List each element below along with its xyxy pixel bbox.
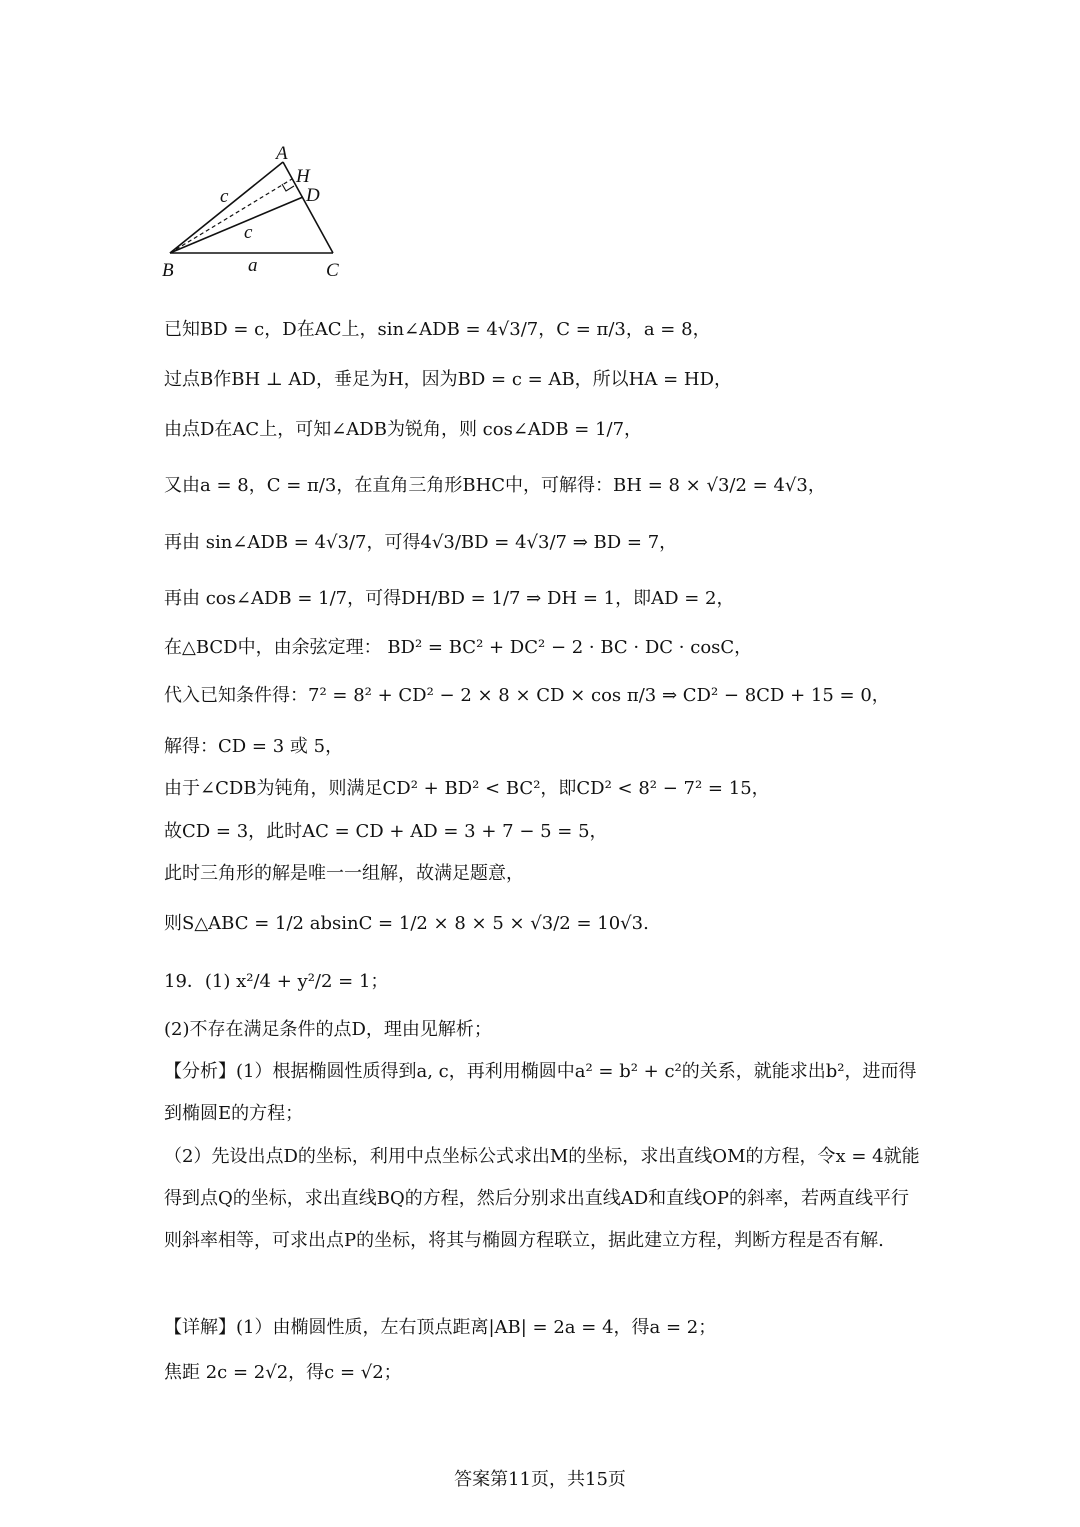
text-line-1: 已知BD = c，D在AC上，sin∠ADB = 4√3/7，C = π/3，a = 8， — [164, 319, 711, 340]
page-footer: 答案第11页，共15页 — [454, 1469, 626, 1490]
text-line-11: 故CD = 3，此时AC = CD + AD = 3 + 7 − 5 = 5， — [164, 821, 608, 842]
text-line-12: 此时三角形的解是唯一一组解，故满足题意， — [164, 863, 524, 884]
analysis-part1: 【分析】(1）根据椭圆性质得到a, c，再利用椭圆中a² = b² + c²的关系，就能求出b²，进而得到椭圆E的方程； — [164, 1061, 917, 1124]
label-a-side: a — [248, 255, 258, 276]
analysis-part2: （2）先设出点D的坐标，利用中点坐标公式求出M的坐标，求出直线OM的方程，令x = 4就能得到点Q的坐标，求出直线BQ的方程，然后分别求出直线AD和直线OP的斜率，若两直线平行则斜率相等，可求出点P的坐标，将其与椭圆方程联立，据此建立方程，判断方程是否有解. — [164, 1146, 920, 1251]
text-line-7: 在△BCD中，由余弦定理： BD² = BC² + DC² − 2 · BC · DC · cosC， — [164, 637, 753, 658]
segment-bh-dashed — [170, 179, 292, 253]
right-angle-mark — [282, 184, 294, 191]
text-line-8: 代入已知条件得：7² = 8² + CD² − 2 × 8 × CD × cos π/3 ⇒ CD² − 8CD + 15 = 0， — [164, 685, 890, 706]
answer-19-part2: (2)不存在满足条件的点D，理由见解析； — [164, 1019, 492, 1040]
text-line-3: 由点D在AC上，可知∠ADB为锐角，则 cos∠ADB = 1/7， — [164, 419, 643, 440]
text-line-6: 再由 cos∠ADB = 1/7，可得DH/BD = 1/7 ⇒ DH = 1，即AD = 2， — [164, 588, 735, 609]
side-ab — [170, 162, 283, 253]
label-c-side-ab: c — [220, 186, 229, 207]
text-line-10: 由于∠CDB为钝角，则满足CD² + BD² < BC²，即CD² < 8² − 7² = 15， — [164, 778, 770, 799]
answer-19-part1: 19．(1) x²/4 + y²/2 = 1； — [164, 971, 389, 992]
label-h: H — [296, 166, 310, 187]
segment-bd — [170, 197, 303, 253]
label-b: B — [162, 260, 174, 281]
text-line-5: 再由 sin∠ADB = 4√3/7，可得4√3/BD = 4√3/7 ⇒ BD = 7， — [164, 532, 678, 553]
detail-line-2: 焦距 2c = 2√2，得c = √2； — [164, 1362, 402, 1383]
text-line-2: 过点B作BH ⊥ AD，垂足为H，因为BD = c = AB，所以HA = HD， — [164, 369, 733, 390]
text-line-13: 则S△ABC = 1/2 absinC = 1/2 × 8 × 5 × √3/2 = 10√3. — [164, 913, 649, 934]
label-a-vertex: A — [276, 143, 288, 164]
label-c-side-bd: c — [244, 222, 253, 243]
text-line-4: 又由a = 8，C = π/3，在直角三角形BHC中，可解得：BH = 8 × √3/2 = 4√3， — [164, 475, 826, 496]
label-c-vertex: C — [326, 260, 339, 281]
label-d: D — [306, 185, 320, 206]
detail-line-1: 【详解】(1）由椭圆性质，左右顶点距离|AB| = 2a = 4，得a = 2； — [164, 1317, 717, 1338]
text-line-9: 解得：CD = 3 或 5， — [164, 736, 344, 757]
triangle-figure — [160, 140, 360, 285]
